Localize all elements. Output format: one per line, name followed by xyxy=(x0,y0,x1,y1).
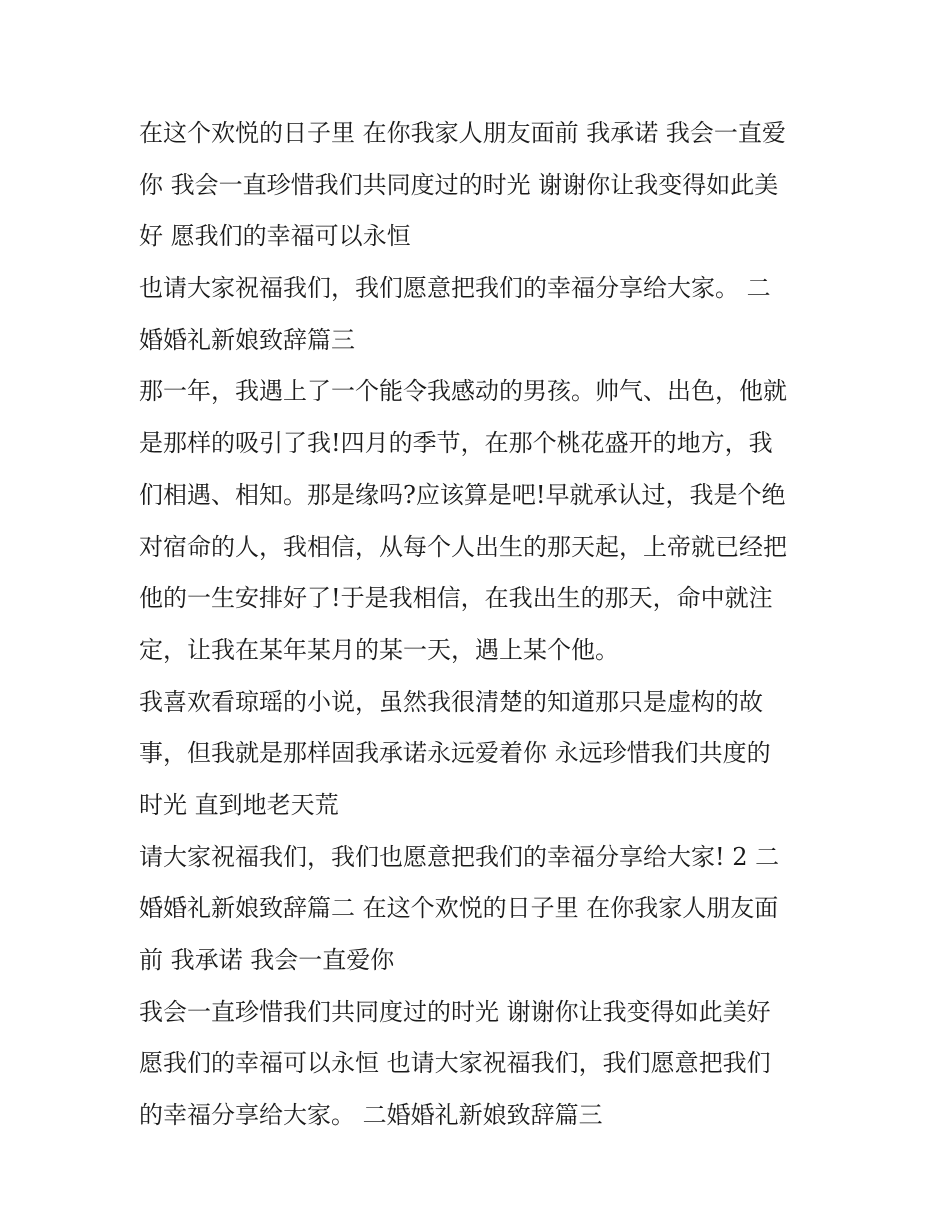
paragraph xyxy=(139,832,829,987)
text-line: 你 我会一直珍惜我们共同度过的时光 谢谢你让我变得如此美 xyxy=(139,170,779,199)
text-line: 那一年，我遇上了一个能令我感动的男孩。帅气、出色，他就 xyxy=(139,377,787,406)
text-line: 是那样的吸引了我!四月的季节，在那个桃花盛开的地方，我 xyxy=(139,429,773,458)
document-body xyxy=(139,108,829,1142)
paragraph xyxy=(139,987,829,1142)
text-line: 他的一生安排好了!于是我相信，在我出生的那天，命中就注 xyxy=(139,584,773,613)
paragraph xyxy=(139,366,829,676)
paragraph xyxy=(139,263,829,366)
text-line: 对宿命的人，我相信，从每个人出生的那天起，上帝就已经把 xyxy=(139,532,787,561)
text-line: 的幸福分享给大家。 二婚婚礼新娘致辞篇三 xyxy=(139,1101,603,1130)
text-line: 我喜欢看琼瑶的小说，虽然我很清楚的知道那只是虚构的故 xyxy=(139,687,763,716)
text-line: 愿我们的幸福可以永恒 也请大家祝福我们，我们愿意把我们 xyxy=(139,1049,771,1078)
text-line: 在这个欢悦的日子里 在你我家人朋友面前 我承诺 我会一直爱 xyxy=(139,119,786,147)
text-line: 婚婚礼新娘致辞篇三 xyxy=(139,325,355,354)
text-line: 婚婚礼新娘致辞篇二 在这个欢悦的日子里 在你我家人朋友面 xyxy=(139,894,779,923)
text-line: 前 我承诺 我会一直爱你 xyxy=(139,946,395,974)
text-line: 也请大家祝福我们，我们愿意把我们的幸福分享给大家。 二 xyxy=(139,274,771,303)
text-line: 时光 直到地老天荒 xyxy=(139,790,339,819)
text-line: 定，让我在某年某月的某一天，遇上某个他。 xyxy=(139,635,619,664)
paragraph xyxy=(139,677,829,832)
text-line: 们相遇、相知。那是缘吗?应该算是吧!早就承认过，我是个绝 xyxy=(139,480,786,509)
text-line: 好 愿我们的幸福可以永恒 xyxy=(139,222,411,251)
text-line: 请大家祝福我们，我们也愿意把我们的幸福分享给大家! 2 二 xyxy=(139,842,780,871)
text-line: 事，但我就是那样固我承诺永远爱着你 永远珍惜我们共度的 xyxy=(139,739,771,768)
paragraph xyxy=(139,108,829,263)
text-line: 我会一直珍惜我们共同度过的时光 谢谢你让我变得如此美好 xyxy=(139,997,771,1026)
